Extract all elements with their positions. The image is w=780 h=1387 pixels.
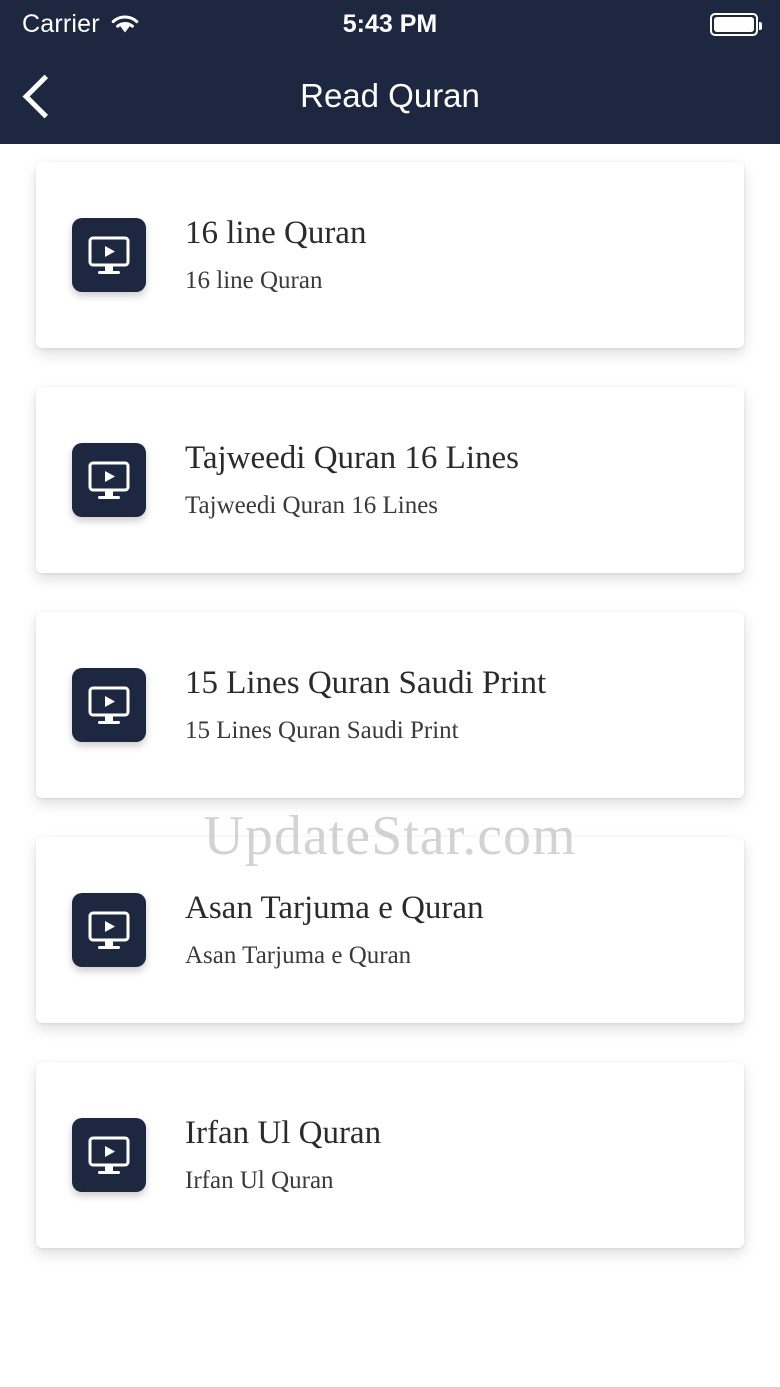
list-item-subtitle: 15 Lines Quran Saudi Print [185,717,459,745]
video-monitor-play-icon [72,668,146,742]
list-item-title: Tajweedi Quran 16 Lines [185,440,519,477]
battery-icon [710,13,758,36]
list-item-subtitle: Irfan Ul Quran [185,1167,334,1195]
list-item-subtitle: Tajweedi Quran 16 Lines [185,492,439,520]
quran-list [0,144,780,1248]
status-bar-right [710,13,758,36]
list-item[interactable] [36,612,744,798]
list-item[interactable] [36,162,744,348]
status-bar-left [22,10,140,39]
page-title: Read Quran [300,77,480,114]
nav-bar [0,48,780,144]
wifi-icon [110,13,140,35]
list-item-text [185,215,366,294]
list-item-title: Irfan Ul Quran [185,1115,382,1152]
list-item-subtitle: 16 line Quran [185,267,323,295]
list-item-text [185,1115,381,1194]
list-item-subtitle: Asan Tarjuma e Quran [185,942,412,970]
video-monitor-play-icon [72,218,146,292]
status-time: 5:43 PM [342,9,438,38]
list-item-text [185,440,519,519]
video-monitor-play-icon [72,1118,146,1192]
carrier-label: Carrier [22,9,100,38]
video-monitor-play-icon [72,443,146,517]
list-item-text [185,890,484,969]
list-item[interactable] [36,387,744,573]
status-bar [0,0,780,48]
list-item[interactable] [36,837,744,1023]
watermark: UpdateStar.com [203,805,577,867]
list-item-title: 15 Lines Quran Saudi Print [185,665,547,702]
chevron-left-icon [22,74,66,118]
list-item[interactable] [36,1062,744,1248]
content-area [0,144,780,1387]
back-button[interactable] [0,48,80,144]
list-item-text [185,665,546,744]
video-monitor-play-icon [72,893,146,967]
list-item-title: Asan Tarjuma e Quran [185,890,484,927]
list-item-title: 16 line Quran [185,215,367,252]
